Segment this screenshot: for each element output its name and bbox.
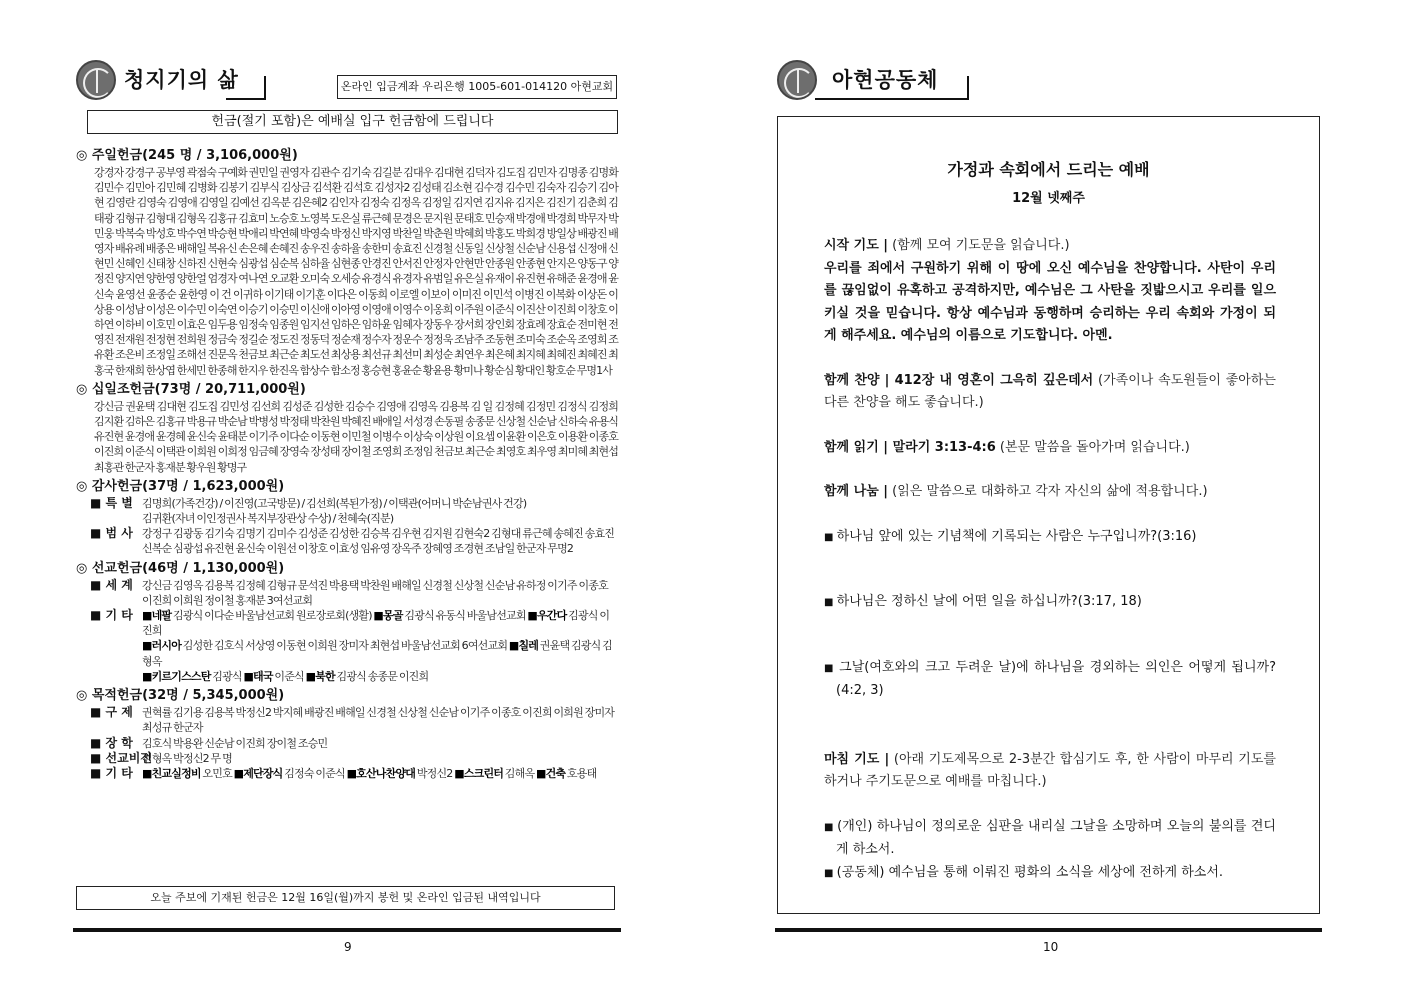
donor-line: 강정구 김광동 김기숙 김명기 김미수 김성준 김성한 김승복 김우현 김지원 김현숙2 김형대 류근혜 송혜진 송효진 bbox=[142, 527, 615, 541]
prayer-topic: ■ (공동체) 예수님을 통해 이뤄진 평화의 소식을 세상에 전하게 하소서. bbox=[824, 862, 1276, 886]
thanks-offering bbox=[76, 477, 618, 557]
sub-category bbox=[90, 736, 618, 751]
sunday-offering bbox=[76, 146, 618, 378]
donor-line: 권혁률 김기용 김용복 박정신2 박지혜 배광진 배해일 신경철 신상철 신순남 이기주 이종호 이진희 이희원 장미자 bbox=[142, 706, 615, 720]
left-section-title: 청지기의 삶 bbox=[124, 68, 239, 92]
sub-label: ■ 세 계 bbox=[90, 577, 133, 592]
sub-category bbox=[90, 608, 618, 684]
worship-subtitle: 12월 넷째주 bbox=[1012, 191, 1085, 206]
church-logo-icon bbox=[777, 60, 817, 100]
offering-notice: 헌금(절기 포함)은 예배실 입구 헌금함에 드립니다 bbox=[87, 110, 618, 134]
sub-category bbox=[90, 766, 618, 781]
page-number: 10 bbox=[1043, 940, 1059, 954]
tithe-offering bbox=[76, 380, 618, 475]
donor-line: ■네팔 김광식 이다순 바울남선교회 원로장로회(생활) ■몽골 김광식 유동식 바울남선교회 ■우간다 김광식 이진희 bbox=[142, 609, 610, 638]
header-divider bbox=[226, 98, 266, 100]
page-rule bbox=[775, 928, 1322, 932]
section-heading: ◎ 감사헌금(37명 / 1,623,000원) bbox=[76, 478, 285, 494]
opening-prayer: 시작 기도 | (함께 모여 기도문을 읽습니다.) bbox=[824, 238, 1070, 253]
donor-line: 김명희(가족건강) / 이진영(고국방문) / 김선희(복된가정) / 이택관(어머니 박순남권사 건강) bbox=[142, 496, 527, 510]
sub-label: ■ 특 별 bbox=[90, 495, 133, 510]
worship-title: 가정과 속회에서 드리는 예배 bbox=[947, 160, 1150, 179]
offering-footnote: 오늘 주보에 기재된 헌금은 12월 16일(월)까지 봉헌 및 온라인 입금된 내역입니다 bbox=[76, 886, 615, 910]
section-heading: ◎ 목적헌금(32명 / 5,345,000원) bbox=[76, 688, 285, 704]
section-heading: ◎ 십일조헌금(73명 / 20,711,000원) bbox=[76, 381, 306, 397]
discussion-question: ■ 하나님은 정하신 날에 어떤 일을 하십니까?(3:17, 18) bbox=[824, 591, 1276, 615]
header-divider bbox=[815, 98, 969, 100]
discussion-question: ■ 그날(여호와의 크고 두려운 날)에 하나님을 경외하는 의인은 어떻게 됩니까?(4:2, 3) bbox=[824, 657, 1276, 703]
sub-label: ■ 선교비전 bbox=[90, 750, 152, 765]
donor-line: 김호식 박용완 신순남 이진희 장이철 조승민 bbox=[142, 736, 328, 750]
right-section-title: 아현공동체 bbox=[832, 68, 939, 92]
church-logo-icon bbox=[76, 60, 116, 100]
donor-line: 강신금 김영옥 김용복 김정혜 김형규 문석진 박용택 박찬원 배해일 신경철 신상철 신순남 유하정 이기주 이종호 bbox=[142, 578, 608, 592]
mission-offering bbox=[76, 559, 618, 684]
sharing: 함께 나눔 | (읽은 말씀으로 대화하고 각자 자신의 삶에 적용합니다.) bbox=[824, 484, 1208, 499]
closing-prayer: 마침 기도 | (아래 기도제목으로 2-3분간 합심기도 후, 한 사람이 마무리 기도를 하거나 주기도문으로 예배를 마칩니다.) bbox=[824, 751, 1276, 789]
scripture-reading: 함께 읽기 | 말라기 3:13-4:6 (본문 말씀을 돌아가며 읽습니다.) bbox=[824, 439, 1190, 455]
header-divider bbox=[264, 76, 266, 98]
donor-line: ■러시아 김성한 김호식 서상영 이동현 이희원 장미자 최현섭 바울남선교회 6여선교회 ■칠레 권윤택 김광식 김형옥 bbox=[142, 639, 612, 668]
sub-category bbox=[90, 751, 618, 766]
worship-order bbox=[824, 235, 1276, 885]
right-header bbox=[777, 60, 977, 100]
sub-label: ■ 장 학 bbox=[90, 735, 133, 750]
donor-line: 신복순 심광섭 유진현 윤신숙 이원선 이창호 이효성 임유영 장옥주 장혜영 조경현 조남일 한군자 무명2 bbox=[142, 542, 574, 556]
sub-category bbox=[90, 705, 618, 735]
donor-names: 강경자 강경구 공부영 곽점숙 구예화 권민일 권영자 김관수 김기숙 김길분 김대우 김대현 김덕자 김도집 김민자 김명종 김명화 김민수 김민아 김민혜 김병화 김봉기 김부식 김상금 김석환 김석호 김성자2 김성태 김소현 김수경 김수민 김숙자 김승기 김아현 김영란 김영숙 김영애 김영일 김예선 김옥분 김은혜2 김인자 김정숙 김정옥 김정일 김지연 김지유 김지은 김진기 김춘희 김태광 김형규 김형대 김형옥 김홍규 김효미 노승호 노영복 도은실 류근혜 문경은 문지원 문태호 민승재 박경애 박경희 박무자 박민웅 박복숙 박성호 박수연 박승현 박애리 박연혜 박영숙 박정신 박지영 박찬일 박춘원 박혜희 박홍도 박희경 방일상 배광진 배영자 배유례 배종은 배해일 복유신 손은혜 손혜진 송우진 송하율 송한미 송효진 신경철 신동일 신상철 신순남 신용섭 신정애 신현민 신혜인 신태창 신하진 신현숙 심광섭 심순복 심하율 심현종 안경진 안서진 안정자 안현만 안종원 안종현 안지은 양동구 양정진 양지연 양한영 양한얼 엄경자 여나연 오교환 오미숙 오세승 유경식 유경자 유범일 유은실 유재이 유진현 유해준 윤경애 윤신숙 윤영선 윤종순 윤한영 이 건 이귀하 이기태 이기훈 이다은 이동희 이로엘 이보이 이미진 이민석 이병진 이복화 이상돈 이상용 이성남 이성은 이수민 이숙연 이승기 이승민 이신애 이아영 이영애 이영수 이옹희 이주원 이준식 이진산 이진희 이창호 이하연 이하비 이호민 이효은 임두용 임정숙 임종원 임지선 임하은 임하윤 임혜자 장동우 장서희 장인회 장효례 장효순 전미현 전영진 전재원 전정현 전희원 정금숙 정길순 정도진 정동덕 정순재 정수자 정운수 정정욱 조남주 조동현 조미숙 조순옥 조영희 조유환 조은비 조정일 조해선 진문옥 천금보 최근순 최도선 최상용 최선규 최선미 최성순 최연우 최은혜 최지혜 최혜진 최혜진 최홍국 한재희 한상엽 한세민 한종해 한지우 한진옥 함상수 함소정 홍승현 홍윤순 황윤용 황미나 황순심 황대인 황호순 무명1사 bbox=[94, 166, 618, 377]
donor-line: 김귀환(자녀 이인정권사 복지부장관상 수상) / 천혜숙(직분) bbox=[142, 512, 394, 526]
purpose-offering bbox=[76, 686, 618, 781]
donor-line: 최성규 한군자 bbox=[142, 721, 203, 735]
sub-label: ■ 기 타 bbox=[90, 608, 133, 623]
sub-label: ■ 구 제 bbox=[90, 705, 133, 720]
page-rule bbox=[73, 928, 621, 932]
left-header bbox=[76, 60, 276, 100]
donor-line: 이진희 이희원 정이철 홍재분 3여선교회 bbox=[142, 593, 313, 607]
donor-names: 강신금 권윤택 김대현 김도집 김민성 김선희 김성준 김성한 김승수 김영애 김영옥 김용복 김 일 김정혜 김정민 김정식 김정희 김지환 김하은 김홍규 박용규 박순남 박병성 박정태 박찬원 박혜진 배애일 서성경 손동필 송종문 신상철 신순남 신하숙 유용식 유진현 윤경애 윤경혜 윤신숙 윤태분 이기주 이다순 이동현 이민철 이병수 이상숙 이상원 이요셉 이윤환 이은호 이용환 이종호 이진희 이준식 이택관 이희원 이희정 임금혜 장영숙 장성태 장이철 조영희 조정임 천금보 최근순 최영호 최우영 최미혜 최현섭 최홍관 한군자 홍재분 황우원 황명구 bbox=[94, 399, 618, 474]
section-heading: ◎ 선교헌금(46명 / 1,130,000원) bbox=[76, 560, 285, 576]
page-number: 9 bbox=[344, 940, 352, 954]
sub-label: ■ 범 사 bbox=[90, 526, 133, 541]
prayer-topic: ■ (개인) 하나님이 정의로운 심판을 내리실 그날을 소망하며 오늘의 불의를 견디게 하소서. bbox=[824, 816, 1276, 862]
home-worship-box bbox=[777, 116, 1320, 914]
sub-category bbox=[90, 526, 618, 556]
donor-line: 김형옥 박정신2 무 명 bbox=[142, 751, 232, 765]
sub-category bbox=[90, 578, 618, 608]
discussion-question: ■ 하나님 앞에 있는 기념책에 기록되는 사람은 누구입니까?(3:16) bbox=[824, 526, 1276, 550]
donor-line: ■키르기스스탄 김광식 ■태국 이준식 ■북한 김광식 송종문 이진희 bbox=[142, 669, 429, 683]
hymn: 함께 찬양 | 412장 내 영혼이 그윽히 깊은데서 (가족이나 속도원들이 좋아하는 다른 찬양을 해도 좋습니다.) bbox=[824, 372, 1276, 410]
opening-prayer-text: 우리를 죄에서 구원하기 위해 이 땅에 오신 예수님을 찬양합니다. 사탄이 우리를 끊임없이 유혹하고 공격하지만, 예수님은 그 사탄을 짓밟으시고 우리를 일으키실 것을 믿습니다. 항상 예수님과 동행하며 승리하는 우리 속회와 가정이 되게 해주세요. 예수님의 이름으로 기도합니다. 아멘. bbox=[824, 260, 1276, 343]
account-info: 온라인 입금계좌 우리은행 1005-601-014120 아현교회 bbox=[337, 75, 617, 99]
section-heading: ◎ 주일헌금(245 명 / 3,106,000원) bbox=[76, 148, 298, 163]
header-divider bbox=[967, 76, 969, 98]
donor-line: ■친교실정비 오민호 ■제단장식 김정숙 이준식 ■호산나찬양대 박정신2 ■스크린터 김해옥 ■건축 호용태 bbox=[142, 766, 597, 780]
sub-label: ■ 기 타 bbox=[90, 765, 133, 780]
sub-category bbox=[90, 496, 618, 526]
offering-list bbox=[76, 146, 618, 783]
